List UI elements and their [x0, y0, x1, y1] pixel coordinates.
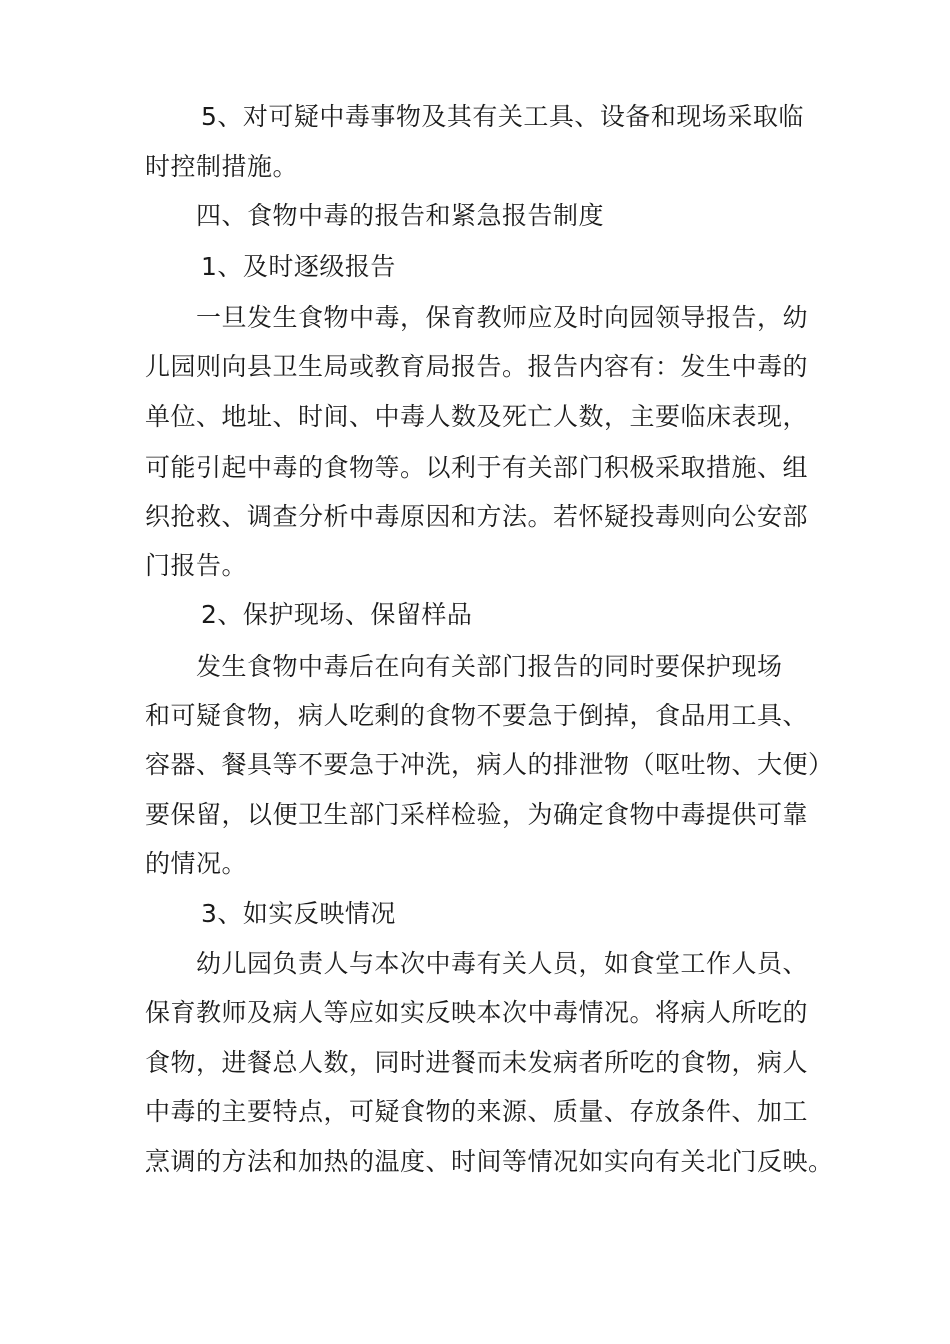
- paragraph-line: 时控制措施。: [145, 152, 299, 181]
- paragraph-line: 可能引起中毒的食物等。以利于有关部门积极采取措施、组: [145, 453, 809, 482]
- paragraph-line: 单位、地址、时间、中毒人数及死亡人数，主要临床表现，: [145, 402, 809, 431]
- subsection-1-heading: 1、及时逐级报告: [201, 252, 396, 281]
- paragraph-line: 保育教师及病人等应如实反映本次中毒情况。将病人所吃的: [145, 998, 809, 1027]
- paragraph-line: 织抢救、调查分析中毒原因和方法。若怀疑投毒则向公安部: [145, 502, 809, 531]
- paragraph-line: 烹调的方法和加热的温度、时间等情况如实向有关北门反映。: [145, 1147, 834, 1176]
- subsection-3-heading: 3、如实反映情况: [201, 899, 396, 928]
- paragraph-line: 门报告。: [145, 551, 248, 580]
- paragraph-line: 中毒的主要特点，可疑食物的来源、质量、存放条件、加工: [145, 1097, 809, 1126]
- paragraph-line: 容器、餐具等不要急于冲洗，病人的排泄物（呕吐物、大便）: [145, 750, 834, 779]
- paragraph-line: 的情况。: [145, 849, 248, 878]
- section-4-heading: 四、食物中毒的报告和紧急报告制度: [196, 201, 605, 230]
- paragraph-line: 发生食物中毒后在向有关部门报告的同时要保护现场: [196, 652, 783, 681]
- paragraph-line: 食物，进餐总人数，同时进餐而未发病者所吃的食物，病人: [145, 1048, 809, 1077]
- measure-5-heading: 5、对可疑中毒事物及其有关工具、设备和现场采取临: [201, 102, 804, 131]
- paragraph-line: 一旦发生食物中毒，保育教师应及时向园领导报告，幼: [196, 303, 809, 332]
- paragraph-line: 和可疑食物，病人吃剩的食物不要急于倒掉，食品用工具、: [145, 701, 809, 730]
- subsection-2-heading: 2、保护现场、保留样品: [201, 600, 473, 629]
- paragraph-line: 儿园则向县卫生局或教育局报告。报告内容有：发生中毒的: [145, 352, 809, 381]
- paragraph-line: 要保留，以便卫生部门采样检验，为确定食物中毒提供可靠: [145, 800, 809, 829]
- paragraph-line: 幼儿园负责人与本次中毒有关人员，如食堂工作人员、: [196, 949, 809, 978]
